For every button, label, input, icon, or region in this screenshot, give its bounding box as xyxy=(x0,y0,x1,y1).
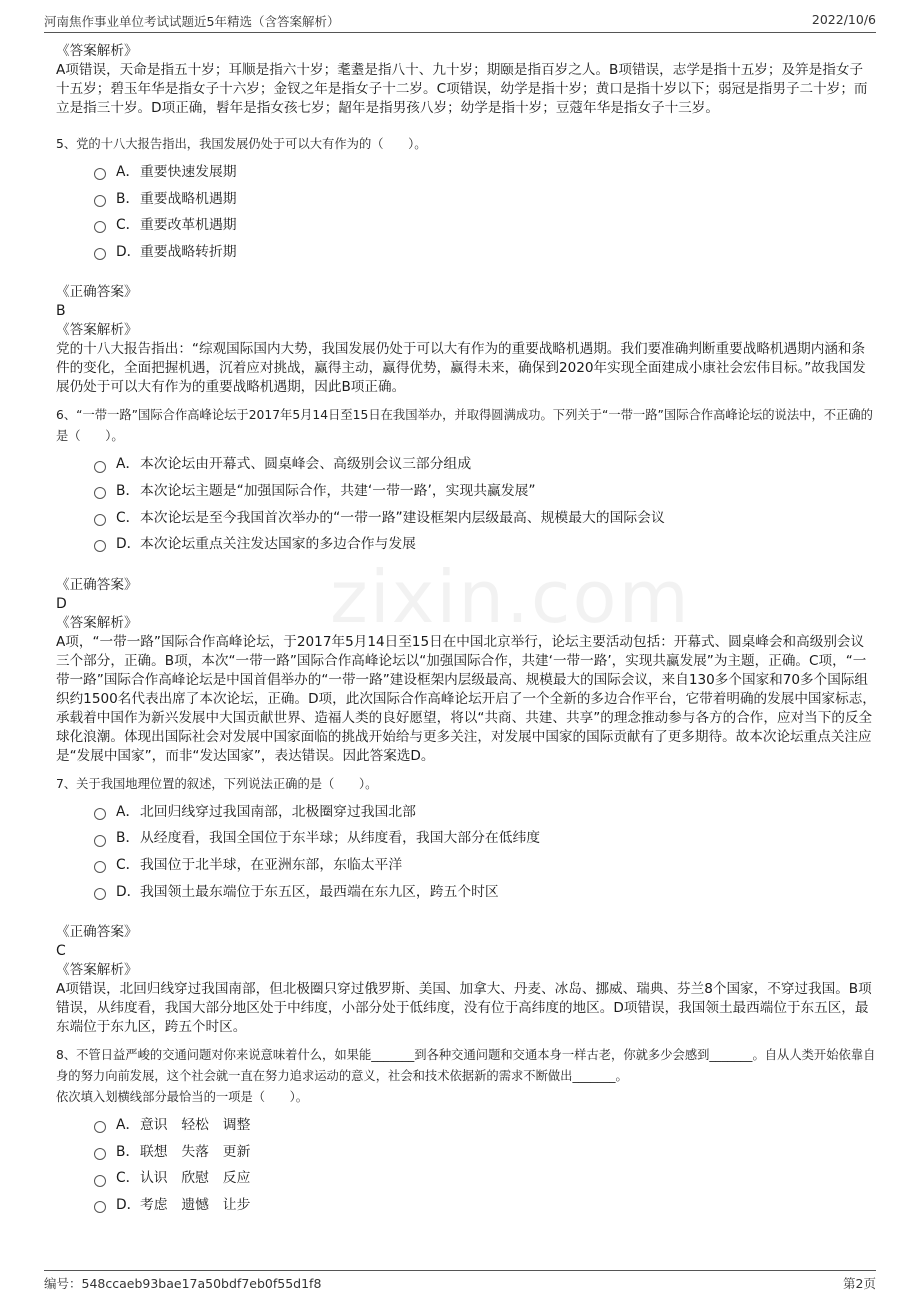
document-date: 2022/10/6 xyxy=(811,12,876,27)
radio-icon[interactable] xyxy=(94,168,106,180)
option-b[interactable]: B． 从经度看，我国全国位于东半球；从纬度看，我国大部分在低纬度 xyxy=(94,825,876,852)
page-content xyxy=(56,42,876,1219)
option-c[interactable]: C． 本次论坛是至今我国首次举办的“一带一路”建设框架内层级最高、规模最大的国际会议 xyxy=(94,505,876,532)
radio-icon[interactable] xyxy=(94,514,106,526)
page-header xyxy=(44,10,876,33)
document-code: 编号：548ccaeb93bae17a50bdf7eb0f55d1f8 xyxy=(44,1276,322,1291)
radio-icon[interactable] xyxy=(94,861,106,873)
option-a[interactable]: A． 意识 轻松 调整 xyxy=(94,1112,876,1139)
analysis-label: 《答案解析》 xyxy=(56,322,138,339)
option-b[interactable]: B． 本次论坛主题是“加强国际合作，共建‘一带一路’，实现共赢发展” xyxy=(94,478,876,505)
radio-icon[interactable] xyxy=(94,888,106,900)
options-list xyxy=(94,1112,876,1218)
page-footer xyxy=(44,1270,876,1293)
correct-answer: D xyxy=(56,595,67,612)
radio-icon[interactable] xyxy=(94,1121,106,1133)
analysis-label: 《答案解析》 xyxy=(56,962,138,979)
watermark: zixin.com xyxy=(330,555,691,639)
options-list xyxy=(94,799,876,905)
radio-icon[interactable] xyxy=(94,195,106,207)
radio-icon[interactable] xyxy=(94,221,106,233)
analysis-label: 《答案解析》 xyxy=(56,43,138,59)
question-7: 7、关于我国地理位置的叙述，下列说法正确的是（ ）。 xyxy=(56,776,378,791)
option-c[interactable]: C． 我国位于北半球，在亚洲东部，东临太平洋 xyxy=(94,852,876,879)
question-8-prompt: 依次填入划横线部分最恰当的一项是（ ）。 xyxy=(56,1090,309,1105)
options-list xyxy=(94,159,876,265)
correct-answer-label: 《正确答案》 xyxy=(56,924,138,941)
question-8: 8、不管日益严峻的交通问题对你来说意味着什么，如果能_______到各种交通问题和交通本身一样古老，你就多少会感到_______。自从人类开始依靠自身的努力向前发展，这个社会就一直在努力追求运动的意义，社会和技术依据新的需求不断做出_______。 xyxy=(56,1048,876,1084)
analysis-text: 党的十八大报告指出：“综观国际国内大势，我国发展仍处于可以大有作为的重要战略机遇期。我们要准确判断重要战略机遇期内涵和条件的变化，全面把握机遇，沉着应对挑战，赢得主动，赢得优势，赢得未来，确保到2020年实现全面建成小康社会宏伟目标。”故我国发展仍处于可以大有作为的重要战略机遇期，因此B项正确。 xyxy=(56,341,866,396)
option-d[interactable]: D． 重要战略转折期 xyxy=(94,239,876,266)
correct-answer: C xyxy=(56,943,66,960)
radio-icon[interactable] xyxy=(94,540,106,552)
correct-answer-label: 《正确答案》 xyxy=(56,576,138,593)
correct-answer: B xyxy=(56,303,66,320)
analysis-text: A项，“一带一路”国际合作高峰论坛，于2017年5月14日至15日在中国北京举行，论坛主要活动包括：开幕式、圆桌峰会和高级别会议三个部分，正确。B项，本次“一带一路”国际合作高峰论坛以“加强国际合作，共建‘一带一路’，实现共赢发展”为主题，正确。C项，“一带一路”国际合作高峰论坛是中国首倡举办的“一带一路”建设框架内层级最高、规模最大的国际会议，来自130多个国家和70多个国际组织约1500名代表出席了本次论坛，正确。D项，此次国际合作高峰论坛开启了一个全新的多边合作平台，它带着明确的发展中国家标志，承载着中国作为新兴发展中大国贡献世界、造福人类的良好愿望，将以“共商、共建、共享”的理念推动参与各方的合作，应对当下的反全球化浪潮。体现出国际社会对发展中国家面临的挑战开始给与更多关注，对发展中国家的国际贡献有了更多期待。故本次论坛重点关注应是“发展中国家”，而非“发达国家”，表达错误。因此答案选D。 xyxy=(56,633,876,764)
analysis-text: A项错误，北回归线穿过我国南部，但北极圈只穿过俄罗斯、美国、加拿大、丹麦、冰岛、挪威、瑞典、芬兰8个国家，不穿过我国。B项错误，从纬度看，我国大部分地区处于中纬度，小部分处于低纬度，没有位于高纬度的地区。D项错误，我国领土最西端位于东五区，最东端位于东九区，跨五个时区。 xyxy=(56,981,872,1036)
radio-icon[interactable] xyxy=(94,248,106,260)
option-c[interactable]: C． 认识 欣慰 反应 xyxy=(94,1165,876,1192)
option-a[interactable]: A． 本次论坛由开幕式、圆桌峰会、高级别会议三部分组成 xyxy=(94,451,876,478)
analysis-text: A项错误，天命是指五十岁；耳顺是指六十岁；耄耋是指八十、九十岁；期颐是指百岁之人。B项错误，志学是指十五岁；及笄是指女子十五岁；碧玉年华是指女子十六岁；金钗之年是指女子十二岁。C项错误，幼学是指十岁；黄口是指十岁以下；弱冠是指男子二十岁；而立是指三十岁。D项正确，髫年是指女孩七岁；龆年是指男孩八岁；幼学是指十岁；豆蔻年华是指女子十三岁。 xyxy=(56,62,868,116)
radio-icon[interactable] xyxy=(94,1201,106,1213)
option-b[interactable]: B． 联想 失落 更新 xyxy=(94,1139,876,1166)
page-number: 第2页 xyxy=(843,1276,876,1291)
option-d[interactable]: D． 我国领土最东端位于东五区，最西端在东九区，跨五个时区 xyxy=(94,879,876,906)
radio-icon[interactable] xyxy=(94,487,106,499)
option-a[interactable]: A． 重要快速发展期 xyxy=(94,159,876,186)
radio-icon[interactable] xyxy=(94,835,106,847)
radio-icon[interactable] xyxy=(94,461,106,473)
option-a[interactable]: A． 北回归线穿过我国南部，北极圈穿过我国北部 xyxy=(94,799,876,826)
option-d[interactable]: D． 本次论坛重点关注发达国家的多边合作与发展 xyxy=(94,531,876,558)
option-d[interactable]: D． 考虑 遗憾 让步 xyxy=(94,1192,876,1219)
analysis-label: 《答案解析》 xyxy=(56,614,138,631)
question-6: 6、“一带一路”国际合作高峰论坛于2017年5月14日至15日在我国举办，并取得圆满成功。下列关于“一带一路”国际合作高峰论坛的说法中，不正确的是（ ）。 xyxy=(56,408,873,444)
radio-icon[interactable] xyxy=(94,1175,106,1187)
option-c[interactable]: C． 重要改革机遇期 xyxy=(94,212,876,239)
option-b[interactable]: B． 重要战略机遇期 xyxy=(94,186,876,213)
radio-icon[interactable] xyxy=(94,808,106,820)
document-title: 河南焦作事业单位考试试题近5年精选（含答案解析） xyxy=(44,14,340,29)
options-list xyxy=(94,451,876,557)
radio-icon[interactable] xyxy=(94,1148,106,1160)
question-5: 5、党的十八大报告指出，我国发展仍处于可以大有作为的（ ）。 xyxy=(56,137,427,151)
correct-answer-label: 《正确答案》 xyxy=(56,284,138,301)
